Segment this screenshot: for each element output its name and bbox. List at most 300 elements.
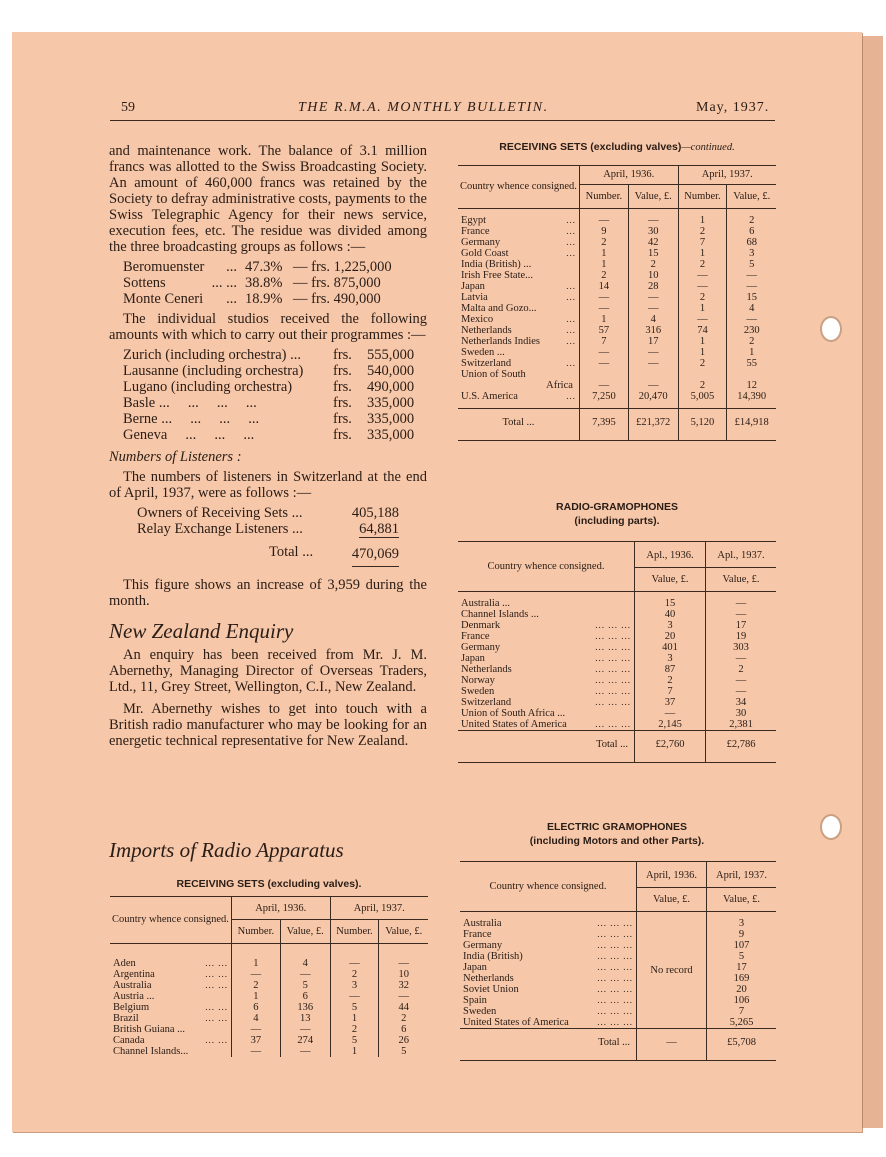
value-cell: 4 [280, 944, 330, 970]
table-row [110, 1035, 428, 1046]
table-row [458, 281, 776, 292]
col-country: Country whence consigned. [458, 542, 635, 592]
value-cell: 15 [635, 592, 706, 610]
total-label: Total ... [598, 1037, 630, 1048]
value-cell: 401 [635, 642, 706, 653]
value-cell: — [628, 209, 678, 227]
value-cell: 17 [628, 336, 678, 347]
value-cell: — [628, 292, 678, 303]
total-value: 470,069 [352, 544, 399, 567]
dot-leader: ... ... ... [597, 1006, 633, 1016]
dot-leader: ... ... [205, 969, 228, 979]
value-cell: 2 [678, 259, 727, 270]
value-cell: 2 [706, 664, 776, 675]
country-name: Switzerland [461, 358, 512, 369]
table-row [460, 1017, 776, 1029]
studio-row [123, 411, 427, 427]
value-cell: — [579, 347, 628, 358]
country-name: Malta and Gozo... [461, 303, 537, 314]
studio-row [123, 427, 427, 443]
dot-leader: ... [566, 281, 576, 291]
country-cell [458, 719, 634, 730]
imports-heading: Imports of Radio Apparatus [109, 838, 344, 862]
country-name: Sweden [461, 686, 495, 697]
title-line-2: (including parts). [574, 515, 660, 527]
radiogram-title [458, 500, 776, 528]
country-cell [458, 281, 579, 292]
value-cell: — [678, 270, 727, 281]
country-cell [458, 631, 634, 642]
dot-leader: ... ... ... [597, 984, 633, 994]
group-name: Monte Ceneri [123, 291, 204, 307]
country-cell [458, 314, 579, 325]
value-cell: 10 [379, 969, 428, 980]
country-cell [458, 664, 634, 675]
country-cell [460, 995, 636, 1006]
country-name: Channel Islands ... [461, 609, 539, 620]
country-name: Aden [113, 958, 136, 969]
country-name: Netherlands [461, 664, 512, 675]
value-cell: — [280, 1024, 330, 1035]
country-cell [460, 912, 636, 929]
value-cell: 2 [678, 380, 727, 391]
total-value: £5,708 [707, 1029, 776, 1061]
value-cell: — [579, 303, 628, 314]
value-cell: 3 [330, 980, 379, 991]
group-row [123, 291, 427, 307]
paragraph-studios: The individual studios received the following amounts with which to carry out their programmes :— [109, 311, 427, 343]
col-value-1936: Value, £. [280, 920, 330, 944]
value-cell: — [379, 944, 428, 970]
value-cell: 7 [635, 686, 706, 697]
country-cell [458, 686, 634, 697]
table-row [460, 995, 776, 1006]
value-cell: — [678, 314, 727, 325]
value-cell: — [231, 1046, 280, 1057]
studio-amount: 490,000 [367, 379, 415, 395]
dot-leader: ... ... ... [595, 719, 631, 729]
country-cell [458, 248, 579, 259]
dot-leader: ... ... ... [595, 631, 631, 641]
dot-leader: ... ... ... [595, 697, 631, 707]
country-name: Sweden [463, 1006, 497, 1017]
country-cell [110, 1035, 231, 1046]
country-cell [458, 226, 579, 237]
total-value: £2,786 [706, 731, 776, 763]
value-cell: 2 [727, 209, 776, 227]
country-name: United States of America [463, 1017, 569, 1028]
group-amount: — frs. 875,000 [293, 275, 381, 291]
country-name: Australia [113, 980, 152, 991]
value-cell: 2 [635, 675, 706, 686]
group-amount: — frs. 1,225,000 [293, 259, 392, 275]
value-cell: 9 [707, 929, 776, 940]
value-cell: 1 [579, 314, 628, 325]
col-year-1937: April, 1937. [330, 897, 428, 920]
value-cell: 20 [635, 631, 706, 642]
table-row [458, 609, 776, 620]
empty-cell [678, 369, 727, 380]
title-line-1: RADIO-GRAMOPHONES [556, 501, 678, 513]
col-country: Country whence consigned. [110, 897, 231, 944]
country-name: Netherlands [463, 973, 514, 984]
country-cell [458, 292, 579, 303]
value-cell: 17 [707, 962, 776, 973]
studio-name: Basle ... ... ... ... [123, 395, 257, 411]
value-cell: — [706, 686, 776, 697]
table-row [458, 686, 776, 697]
value-cell: 68 [727, 237, 776, 248]
value-cell: 1 [678, 303, 727, 314]
value-cell: 28 [628, 281, 678, 292]
empty-cell [628, 369, 678, 380]
value-cell: 74 [678, 325, 727, 336]
value-cell: 2 [678, 358, 727, 369]
total-value: £21,372 [628, 409, 678, 441]
dot-leader: ... [566, 314, 576, 324]
country-cell [458, 358, 579, 369]
dot-leader: ... [566, 391, 576, 401]
value-cell: 2 [231, 980, 280, 991]
country-cell [460, 929, 636, 940]
punch-hole-bottom [820, 814, 842, 840]
listeners-total [137, 544, 399, 567]
dot-leader: ... [566, 358, 576, 368]
title-line-1: ELECTRIC GRAMOPHONES [546, 821, 687, 833]
value-cell: — [727, 270, 776, 281]
value-cell: 15 [628, 248, 678, 259]
dot-leader: ... ... ... [595, 620, 631, 630]
group-dots: ... [226, 291, 237, 307]
value-cell: 2 [330, 969, 379, 980]
country-name: Spain [463, 995, 487, 1006]
total-row [458, 409, 776, 441]
value-cell: 1 [579, 259, 628, 270]
value-cell: 3 [707, 912, 776, 930]
table-row [458, 325, 776, 336]
value-cell: 2 [579, 237, 628, 248]
studios-list [123, 347, 427, 443]
country-name: United States of America [461, 719, 567, 730]
dot-leader: ... ... [205, 1002, 228, 1012]
country-name: Netherlands [461, 325, 512, 336]
studio-currency: frs. [333, 427, 352, 443]
value-cell: 19 [706, 631, 776, 642]
country-name: France [461, 226, 490, 237]
country-cell [110, 991, 231, 1002]
value-cell: — [231, 969, 280, 980]
value-cell: 6 [231, 1002, 280, 1013]
col-value-1937: Value, £. [707, 888, 776, 912]
group-name: Beromuenster [123, 259, 205, 275]
total-value: £14,918 [727, 409, 776, 441]
value-cell: 9 [579, 226, 628, 237]
col-year-1936: April, 1936. [579, 166, 678, 185]
value-cell: 2 [727, 336, 776, 347]
dot-leader: ... ... ... [597, 929, 633, 939]
value-cell: 316 [628, 325, 678, 336]
table-row [110, 1024, 428, 1035]
group-percent: 18.9% [245, 291, 283, 307]
listener-value: 64,881 [359, 521, 399, 537]
listeners-list [137, 505, 399, 538]
value-cell: 5 [330, 1002, 379, 1013]
studio-name: Geneva ... ... ... [123, 427, 255, 443]
studio-name: Zurich (including orchestra) ... [123, 347, 301, 363]
total-value: 7,395 [579, 409, 628, 441]
table-row [110, 1013, 428, 1024]
country-cell [458, 270, 579, 281]
value-cell: 13 [280, 1013, 330, 1024]
studio-currency: frs. [333, 363, 352, 379]
total-value: £2,760 [635, 731, 706, 763]
value-cell: 15 [727, 292, 776, 303]
country-name: Denmark [461, 620, 501, 631]
value-cell: 1 [678, 336, 727, 347]
value-cell: 1 [330, 1046, 379, 1057]
value-cell: — [706, 592, 776, 610]
col-year-1936: Apl., 1936. [635, 542, 706, 568]
value-cell: — [579, 358, 628, 369]
col-value-1937: Value, £. [706, 568, 776, 592]
value-cell: 5,265 [707, 1017, 776, 1029]
value-cell: 1 [231, 991, 280, 1002]
table-row [458, 697, 776, 708]
group-dots: ... ... [211, 275, 237, 291]
studio-amount: 335,000 [367, 395, 415, 411]
value-cell: 5 [707, 951, 776, 962]
col-year-1937: Apl., 1937. [706, 542, 776, 568]
bulletin-title: THE R.M.A. MONTHLY BULLETIN. [298, 100, 549, 115]
table-row-union [458, 369, 776, 380]
table-row [460, 940, 776, 951]
country-name: Channel Islands... [113, 1046, 189, 1057]
value-cell: 34 [706, 697, 776, 708]
country-cell [458, 336, 579, 347]
total-row [458, 731, 776, 763]
col-number-1937: Number. [678, 185, 727, 209]
country-name: Australia ... [461, 598, 510, 609]
page-edge [862, 36, 883, 1128]
country-cell [460, 973, 636, 984]
country-cell [458, 237, 579, 248]
value-cell: — [579, 209, 628, 227]
value-cell: — [706, 675, 776, 686]
receiving-sets-rows [110, 944, 428, 1058]
value-cell: 42 [628, 237, 678, 248]
group-row [123, 259, 427, 275]
radiogram-rows [458, 592, 776, 763]
table-row [460, 929, 776, 940]
value-cell: 5 [379, 1046, 428, 1057]
listener-name: Relay Exchange Listeners ... [137, 521, 303, 537]
country-name: Africa [546, 380, 573, 391]
table-row [458, 237, 776, 248]
table-row [110, 944, 428, 970]
table-row [458, 664, 776, 675]
value-cell: — [727, 281, 776, 292]
dot-leader: ... ... ... [595, 686, 631, 696]
value-cell: 2,145 [635, 719, 706, 731]
col-value-1937: Value, £. [727, 185, 776, 209]
country-cell [110, 1013, 231, 1024]
country-name: Irish Free State... [461, 270, 534, 281]
country-name: Latvia [461, 292, 488, 303]
paragraph-abernethy: Mr. Abernethy wishes to get into touch with a British radio manufacturer who may be looking for an energetic technical representative for New Zealand. [109, 701, 427, 749]
country-name: Argentina [113, 969, 155, 980]
country-cell [458, 642, 634, 653]
receiving-sets-cont-table [458, 165, 776, 441]
table-row [458, 592, 776, 610]
value-cell: 1 [727, 347, 776, 358]
value-cell: 17 [706, 620, 776, 631]
studio-amount: 335,000 [367, 411, 415, 427]
country-cell [460, 940, 636, 951]
value-cell: 5 [280, 980, 330, 991]
studio-amount: 540,000 [367, 363, 415, 379]
country-name: Canada [113, 1035, 145, 1046]
table-row [110, 969, 428, 980]
country-cell [110, 1046, 231, 1057]
country-cell [458, 609, 634, 620]
studio-row [123, 363, 427, 379]
group-percent: 47.3% [245, 259, 283, 275]
table-row [460, 1006, 776, 1017]
value-cell: 30 [628, 226, 678, 237]
punch-hole-top [820, 316, 842, 342]
value-cell: 30 [706, 708, 776, 719]
table-row [458, 336, 776, 347]
radiogram-table [458, 541, 776, 763]
country-name: Austria ... [113, 991, 155, 1002]
value-cell: 2 [579, 270, 628, 281]
studio-currency: frs. [333, 411, 352, 427]
col-number-1937: Number. [330, 920, 379, 944]
col-year-1936: April, 1936. [637, 862, 707, 888]
page-number: 59 [121, 100, 135, 115]
value-cell: — [706, 653, 776, 664]
value-cell: — [706, 609, 776, 620]
country-cell [460, 962, 636, 973]
table-row [458, 631, 776, 642]
dot-leader: ... [566, 292, 576, 302]
country-name: India (British) [463, 951, 523, 962]
dot-leader: ... [566, 237, 576, 247]
total-label: Total ... [269, 544, 314, 560]
dot-leader: ... [566, 248, 576, 258]
dot-leader: ... ... ... [595, 653, 631, 663]
country-name: India (British) ... [461, 259, 532, 270]
value-cell: 4 [231, 1013, 280, 1024]
dot-leader: ... [566, 226, 576, 236]
issue-date: May, 1937. [696, 100, 770, 115]
value-cell: — [330, 944, 379, 970]
group-name: Sottens [123, 275, 166, 291]
country-name: Germany [461, 237, 501, 248]
value-cell: 7 [707, 1006, 776, 1017]
value-cell: 37 [231, 1035, 280, 1046]
country-name: Australia [463, 918, 502, 929]
value-cell: — [727, 314, 776, 325]
country-name: Belgium [113, 1002, 150, 1013]
country-name: Japan [461, 653, 485, 664]
no-record-cell: No record [637, 912, 707, 1029]
col-country: Country whence consigned. [458, 166, 579, 209]
electric-gram-title [458, 820, 776, 848]
value-cell: 2 [330, 1024, 379, 1035]
value-cell: 6 [379, 1024, 428, 1035]
total-row [460, 1029, 776, 1061]
table-row [460, 973, 776, 984]
value-cell: 87 [635, 664, 706, 675]
value-cell: — [628, 347, 678, 358]
value-cell: 20,470 [628, 391, 678, 409]
country-name: Mexico [461, 314, 494, 325]
table-row [458, 314, 776, 325]
paragraph-listeners: The numbers of listeners in Switzerland at the end of April, 1937, were as follows :— [109, 469, 427, 501]
value-cell: — [579, 380, 628, 391]
table-row [458, 226, 776, 237]
country-name: Norway [461, 675, 495, 686]
value-cell: 14,390 [727, 391, 776, 409]
country-name: Union of South Africa ... [461, 708, 566, 719]
table-row [458, 270, 776, 281]
col-value-1936: Value, £. [637, 888, 707, 912]
value-cell: 4 [727, 303, 776, 314]
table-row [458, 653, 776, 664]
table-row [110, 1002, 428, 1013]
country-name: France [461, 631, 490, 642]
table-row [458, 620, 776, 631]
table-row [460, 962, 776, 973]
country-cell [458, 653, 634, 664]
paragraph-funds: and maintenance work. The balance of 3.1 million francs was allotted to the Swiss Broadcasting Society. An amount of 460,000 francs was retained by the Society to defray administrative costs, payments to the Swiss Telegraphic Agency for their news service, execution fees, etc. The residue was divided among the three broadcasting groups as follows :— [109, 143, 427, 255]
value-cell: 4 [628, 314, 678, 325]
country-name: Japan [463, 962, 487, 973]
col-value-1936: Value, £. [628, 185, 678, 209]
empty-cell [727, 369, 776, 380]
value-cell: 1 [579, 248, 628, 259]
value-cell: 2 [678, 226, 727, 237]
value-cell: 2 [379, 1013, 428, 1024]
table-row [458, 209, 776, 227]
value-cell: 5 [727, 259, 776, 270]
dot-leader: ... [566, 215, 576, 225]
value-cell: 274 [280, 1035, 330, 1046]
total-label: Total ... [596, 739, 628, 750]
value-cell: 230 [727, 325, 776, 336]
value-cell: — [280, 969, 330, 980]
table-row [458, 719, 776, 731]
country-name: Egypt [461, 215, 487, 226]
country-cell [458, 592, 634, 609]
listener-name: Owners of Receiving Sets ... [137, 505, 303, 521]
studio-name: Lugano (including orchestra) [123, 379, 293, 395]
table-row [458, 358, 776, 369]
value-cell: 5 [330, 1035, 379, 1046]
studio-row [123, 379, 427, 395]
value-cell: 2 [678, 292, 727, 303]
value-cell: 20 [707, 984, 776, 995]
value-cell: — [231, 1024, 280, 1035]
value-cell: 5,005 [678, 391, 727, 409]
table-row [458, 292, 776, 303]
title-line-2: (including Motors and other Parts). [529, 835, 705, 847]
value-cell: 1 [330, 1013, 379, 1024]
receiving-sets-title: RECEIVING SETS (excluding valves). [176, 878, 362, 890]
electric-gram-rows [460, 912, 776, 1061]
country-cell [458, 620, 634, 631]
